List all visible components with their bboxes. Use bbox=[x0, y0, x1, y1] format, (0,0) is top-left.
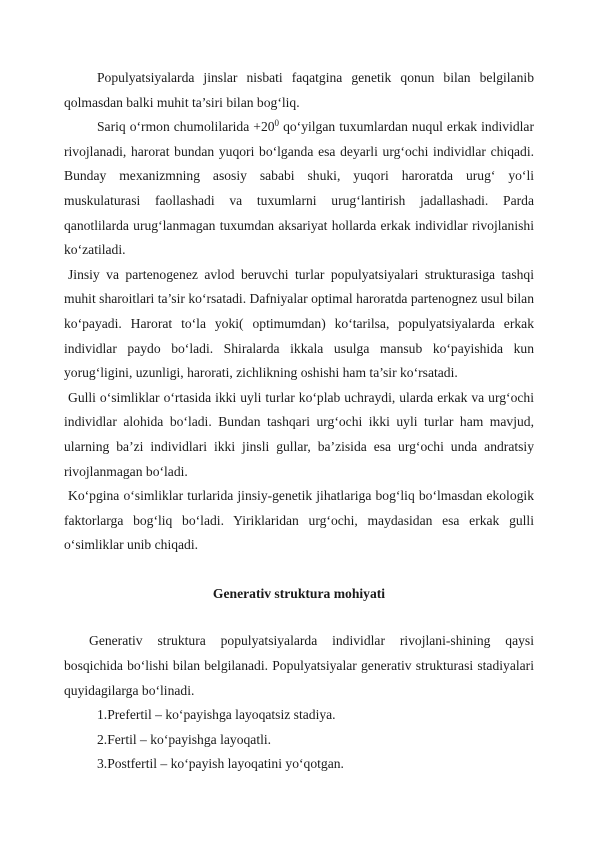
paragraph-sex-ratio: Populyatsiyalarda jinslar nisbati faqatgina genetik qonun bilan belgilanib qolmasdan balki muhit ta’siri bilan bog‘liq. bbox=[64, 70, 534, 110]
paragraph-parthenogenesis: Jinsiy va partenogenez avlod beruvchi turlar populyatsiyalari strukturasiga tashqi muhit sharoitlari ta’sir ko‘rsatadi. Dafniyalar optimal haroratda partenognez usul bilan ko‘payadi. Harorat to‘la yoki( optimumdan) ko‘tarilsa, populyatsiyalarda erkak individlar paydo bo‘ladi. Shiralarda ikkala usulga mansub ko‘payishida kun yorug‘ligini, uzunligi, harorati, zichlikning oshishi ham ta’sir ko‘rsatadi. bbox=[64, 266, 534, 381]
paragraph-ants-start: Sariq o‘rmon chumolilarida +20 bbox=[97, 119, 275, 135]
paragraph-ants-rest: qo‘yilgan tuxumlardan nuqul erkak individlar rivojlanadi, harorat bundan yuqori bo‘lganda esa deyarli urg‘ochi individlar chiqadi. Bunday mexanizmning asosiy sababi shuki, yuqori haroratda urug‘ yo‘li muskulaturasi faollashadi va tuxumlarni urug‘lantirish jadallashadi. Parda qanotlilarda urug‘lanmagan tuxumdan aksariyat hollarda erkak individlar rivojlanishi ko‘zatiladi. bbox=[64, 119, 534, 258]
list-item-fertil: 2.Fertil – ko‘payishga layoqatli. bbox=[97, 731, 272, 747]
list-item-postfertil: 3.Postfertil – ko‘payish layoqatini yo‘qotgan. bbox=[97, 756, 344, 772]
paragraph-ecological-factors: Ko‘pgina o‘simliklar turlarida jinsiy-genetik jihatlariga bog‘liq bo‘lmasdan ekologik faktorlarga bog‘liq bo‘ladi. Yiriklaridan urg‘ochi, maydasidan esa erkak gulli o‘simliklar unib chiqadi. bbox=[64, 488, 534, 553]
degree-superscript: 0 bbox=[274, 118, 280, 129]
paragraph-generative-intro: Generativ struktura populyatsiyalarda individlar rivojlani-shining qaysi bosqichida bo‘lishi bilan belgilanadi. Populyatsiyalar generativ strukturasi stadiyalari quyidagilarga bo‘linadi. bbox=[64, 633, 534, 698]
section-heading: Generativ struktura mohiyati bbox=[212, 585, 386, 601]
paragraph-ants bbox=[64, 115, 534, 263]
paragraph-flowering-plants: Gulli o‘simliklar o‘rtasida ikki uyli turlar ko‘plab uchraydi, ularda erkak va urg‘ochi individlar alohida bo‘ladi. Bundan tashqari urg‘ochi ikki uyli turlar ham mavjud, ularning ba’zi individlari ikki jinsli gullar, ba’zisida esa urg‘ochi unda andratsiy rivojlanmagan bo‘ladi. bbox=[64, 389, 534, 479]
list-item-prefertil: 1.Prefertil – ko‘payishga layoqatsiz stadiya. bbox=[97, 707, 336, 723]
